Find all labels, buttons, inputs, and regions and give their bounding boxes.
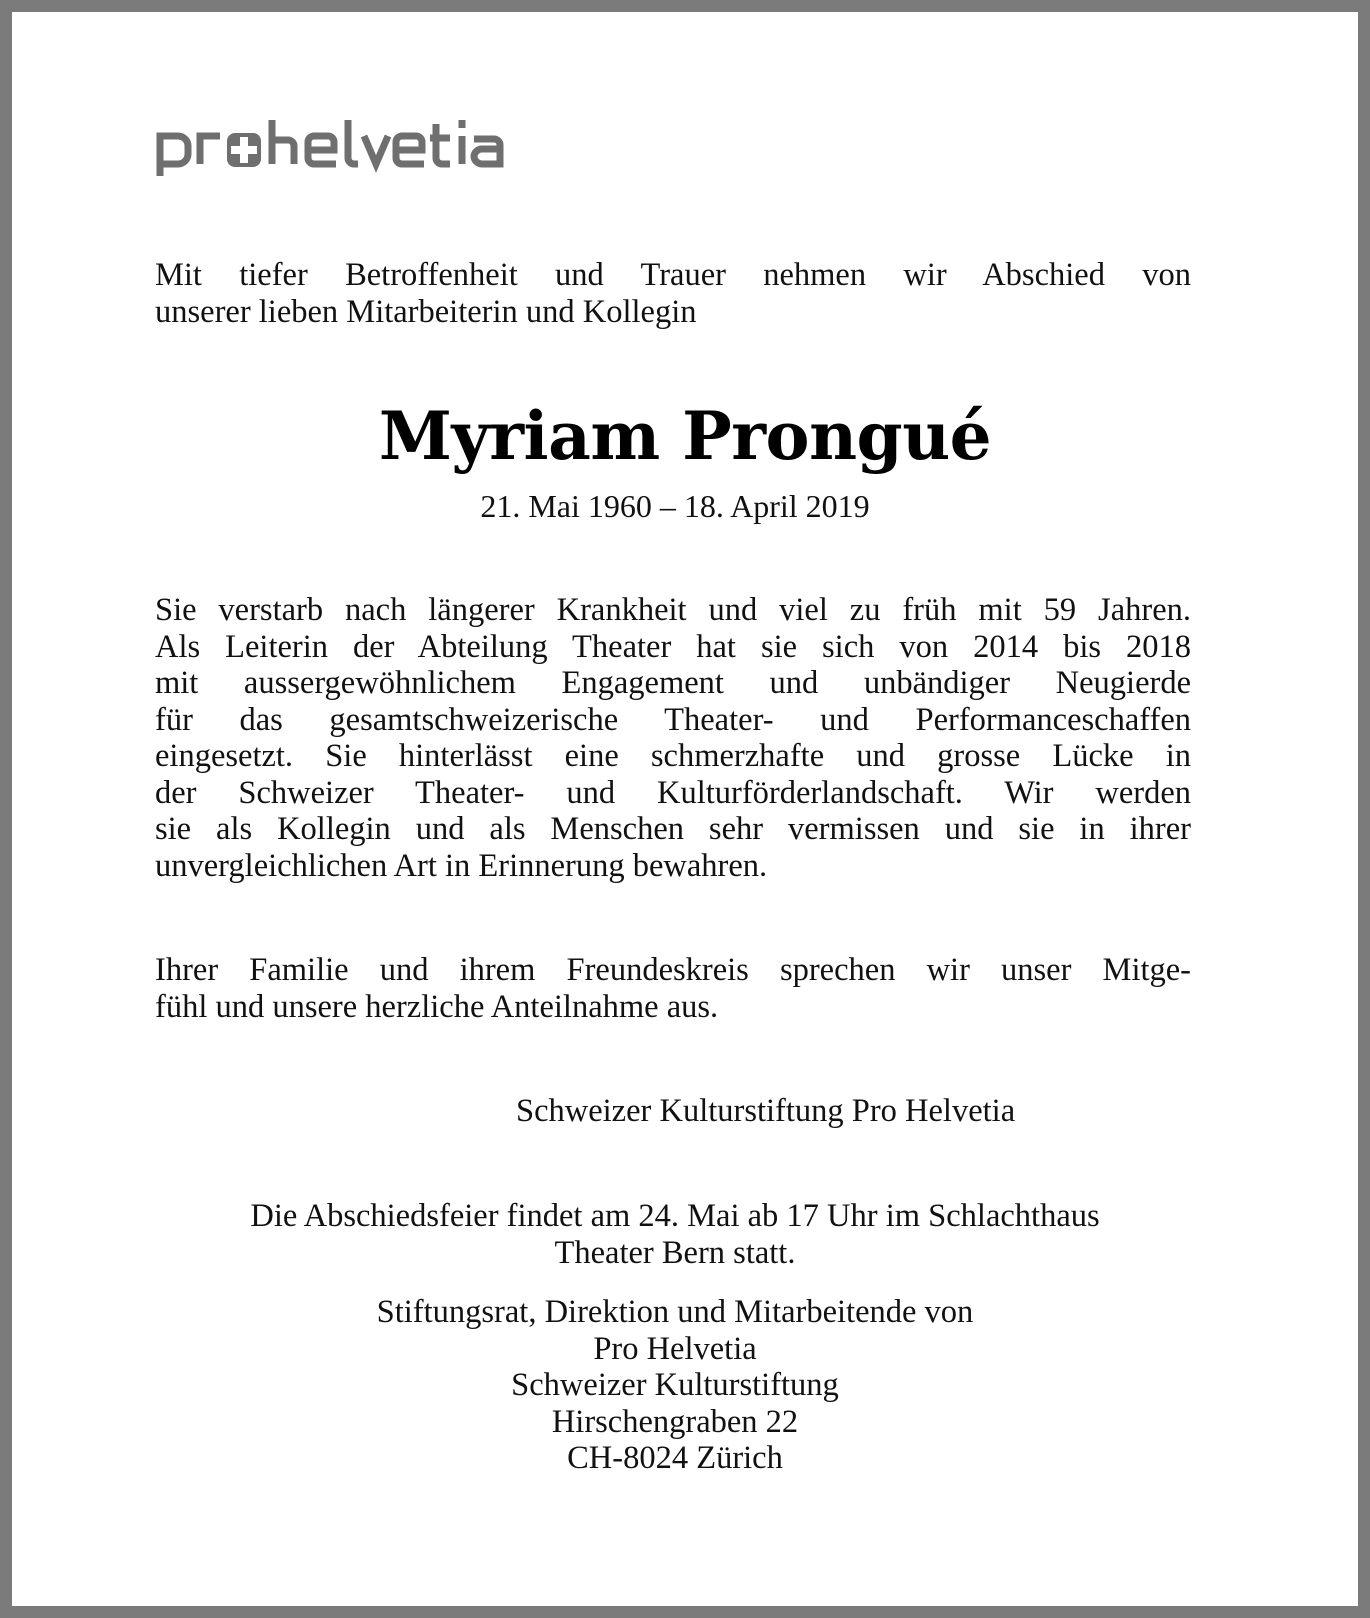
intro-line: Mit tiefer Betroffenheit und Trauer nehmen wir Abschied von: [155, 257, 1191, 293]
intro-line: unserer lieben Mitarbeiterin und Kollegin: [155, 293, 697, 330]
tribute-line: Sie verstarb nach längerer Krankheit und viel zu früh mit 59 Jahren.: [155, 592, 1191, 628]
intro-paragraph: [155, 257, 1191, 330]
condolence-line: fühl und unsere herzliche Anteilnahme aus.: [155, 988, 719, 1025]
ceremony-notice: [12, 1198, 1338, 1271]
sender-line: CH-8024 Zürich: [567, 1440, 783, 1476]
sender-line: Stiftungsrat, Direktion und Mitarbeitende von: [376, 1294, 974, 1330]
sender-line: Schweizer Kulturstiftung: [511, 1367, 839, 1403]
pro-helvetia-logo: [154, 112, 524, 182]
tribute-line: für das gesamtschweizerische Theater- und Performanceschaffen: [155, 701, 1191, 738]
signature: Schweizer Kulturstiftung Pro Helvetia: [516, 1093, 1016, 1129]
obituary-notice: [12, 12, 1358, 1606]
tribute-line: Als Leiterin der Abteilung Theater hat sie sich von 2014 bis 2018: [155, 628, 1191, 665]
tribute-line: mit aussergewöhnlichem Engagement und unbändiger Neugierde: [155, 665, 1191, 701]
condolence-paragraph: [155, 952, 1191, 1025]
tribute-paragraph: [155, 592, 1191, 884]
sender-line: Hirschengraben 22: [551, 1403, 799, 1440]
swiss-cross-icon: [227, 133, 261, 167]
sender-line: Pro Helvetia: [593, 1330, 757, 1367]
life-dates: 21. Mai 1960 – 18. April 2019: [480, 488, 870, 524]
condolence-line: Ihrer Familie und ihrem Freundeskreis sprechen wir unser Mitge-: [155, 952, 1191, 988]
logo-graphic: [154, 112, 524, 182]
tribute-line: eingesetzt. Sie hinterlässt eine schmerzhafte und grosse Lücke in: [155, 738, 1191, 774]
tribute-line: unvergleichlichen Art in Erinnerung bewahren.: [155, 847, 768, 884]
ceremony-line: Theater Bern statt.: [554, 1234, 796, 1271]
sender-block: [12, 1294, 1338, 1477]
deceased-name: Myriam Prongué: [378, 397, 992, 475]
tribute-line: der Schweizer Theater- und Kulturförderlandschaft. Wir werden: [155, 774, 1191, 811]
tribute-line: sie als Kollegin und als Menschen sehr vermissen und sie in ihrer: [155, 811, 1191, 847]
ceremony-line: Die Abschiedsfeier findet am 24. Mai ab 17 Uhr im Schlachthaus: [250, 1198, 1100, 1234]
